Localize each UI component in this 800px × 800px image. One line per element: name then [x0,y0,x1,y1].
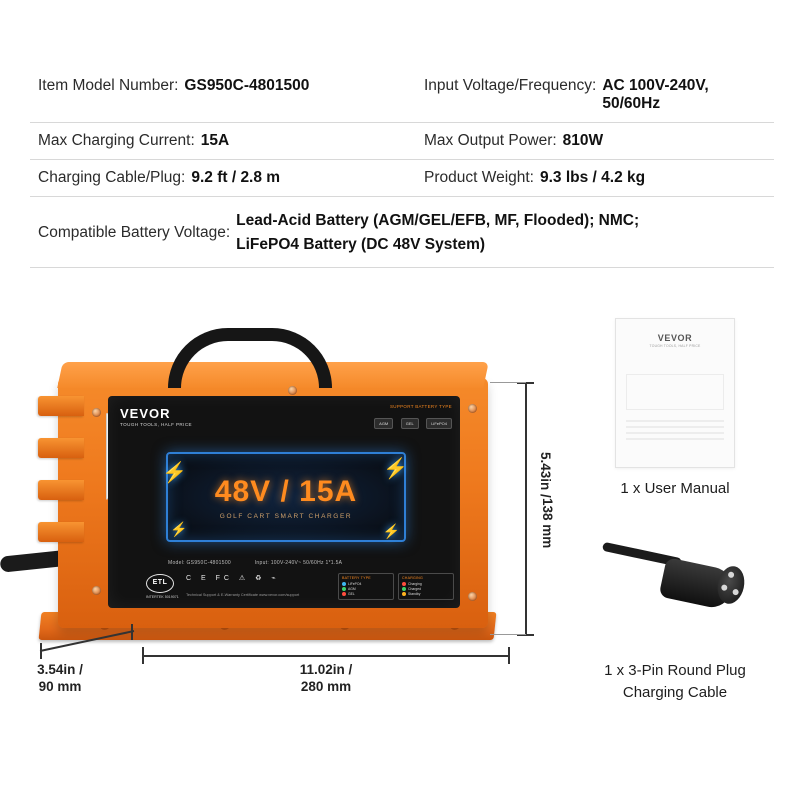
led-label: GEL [348,592,355,596]
dimension-text-width [266,662,386,696]
table-row [30,68,774,123]
dimension-tick [508,647,510,664]
face-model-text: Model: GS950C-4801500 [168,560,232,566]
dimension-height-line2: 138 mm [539,497,555,549]
spec-label: Charging Cable/Plug: [38,169,186,186]
accessory-caption: 1 x User Manual [620,480,730,497]
spec-label: Item Model Number: [38,77,179,94]
spec-cell-max-power [402,123,774,160]
led-item [342,582,390,586]
manual-body-box [626,374,724,410]
plug-illustration [600,520,750,650]
dimension-guide [490,634,526,635]
spec-label: Max Output Power: [424,132,557,149]
accessory-user-manual [560,318,790,500]
spec-value: AC 100V-240V, 50/60Hz [602,77,709,112]
table-row [30,123,774,160]
certification-icons: C E FC ⚠ ♻ ⌁ [186,575,280,582]
dimension-width-line2: 280 mm [300,678,352,694]
battery-type-button-gel[interactable]: GEL [401,418,419,429]
etl-sub: INTERTEK 5019071 [146,595,179,600]
led-item [342,587,390,591]
led-group-charging [398,573,454,600]
spec-value: 15A [200,132,230,149]
control-face-panel [108,396,460,608]
brand-tagline: TOUGH TOOLS, HALF PRICE [120,422,192,427]
screw [92,586,101,595]
led-indicator-panel [338,573,454,600]
carry-handle [168,328,332,388]
accessory-charging-cable [560,520,790,704]
spec-cell-weight [402,160,774,197]
screw [468,592,477,601]
dimension-line-height [525,382,527,636]
spec-cell-cable-plug [30,160,402,197]
spec-cell-compatible-battery [30,197,774,268]
dimension-text-height [536,452,556,548]
etl-certification-mark [146,574,179,600]
manual-brand-tagline: TOUGH TOOLS, HALF PRICE [649,344,701,348]
face-input-text: Input: 100V-240V~ 50/60Hz 1*1.5A [254,560,343,566]
spec-label: Input Voltage/Frequency: [424,77,597,94]
face-spec-line [168,560,364,566]
dimension-depth-line1: 3.54in / [37,662,83,677]
led-label: Standby [408,592,421,596]
led-label: Charging [408,582,422,586]
spec-value: 810W [562,132,604,149]
dimension-width-line1: 11.02in / [299,662,353,677]
battery-type-button-lifepo4[interactable]: LiFePO4 [426,418,452,429]
dimension-tick [40,643,42,659]
battery-type-button-agm[interactable]: AGM [374,418,393,429]
display-subtitle: GOLF CART SMART CHARGER [219,512,353,520]
spec-value: 9.3 lbs / 4.2 kg [540,169,646,186]
table-row [30,160,774,197]
display-value: 48V / 15A [214,474,358,508]
spec-cell-input-voltage [402,68,774,123]
spec-value-group [236,209,639,257]
screw [92,408,101,417]
product-illustration [0,300,580,720]
led-item [402,587,450,591]
led-label: Charged [408,587,422,591]
dimension-text-depth [12,662,108,696]
battery-type-selector [371,404,452,430]
spec-label: Max Charging Current: [38,132,195,149]
spec-label: Product Weight: [424,169,534,186]
spec-value: 9.2 ft / 2.8 m [191,169,281,186]
led-item [402,582,450,586]
spec-label: Compatible Battery Voltage: [38,224,231,242]
dimension-line-width [142,655,510,657]
spec-value-line-2: LiFePO4 Battery (DC 48V System) [236,236,486,254]
screw [288,386,297,395]
spec-value-line-1: Lead-Acid Battery (AGM/GEL/EFB, MF, Flooded); NMC; [236,212,640,229]
cooling-fins [38,396,80,576]
manual-text-lines [626,420,724,440]
dimension-depth-line2: 90 mm [38,678,82,694]
manual-illustration [615,318,735,468]
dimension-height-line1: 5.43in / [537,452,553,498]
accessory-caption-line2: Charging Cable [622,683,728,701]
spec-value: GS950C-4801500 [184,77,310,94]
led-group-battery-type [338,573,394,600]
brand-logo: VEVOR TOUGH TOOLS, HALF PRICE [120,406,192,427]
spec-cell-max-current [30,123,402,160]
spec-cell-model [30,68,402,123]
dimension-tick [131,624,133,640]
dimension-tick [142,647,144,664]
accessory-caption-line1: 1 x 3-Pin Round Plug [604,662,746,679]
led-item [402,592,450,596]
etl-ring: ETL [146,574,174,593]
led-label: AGM [348,587,356,591]
certification-note: Technical Support & E-Warranty Certificate www.vevor.com/support [186,593,300,598]
lcd-display: ⚡ ⚡ ⚡ ⚡ 48V / 15A GOLF CART SMART CHARGER [166,452,406,542]
accessory-caption [560,660,790,704]
battery-type-title: SUPPORT BATTERY TYPE [389,404,452,409]
led-group-title: BATTERY TYPE [342,576,371,580]
table-row [30,197,774,268]
led-item [342,592,390,596]
specification-table [30,68,774,268]
led-group-title: CHARGING [402,576,423,580]
manual-brand: VEVOR TOUGH TOOLS, HALF PRICE [626,333,724,348]
screw [468,404,477,413]
dimension-guide [490,382,526,383]
led-label: LiFePO4 [348,582,362,586]
